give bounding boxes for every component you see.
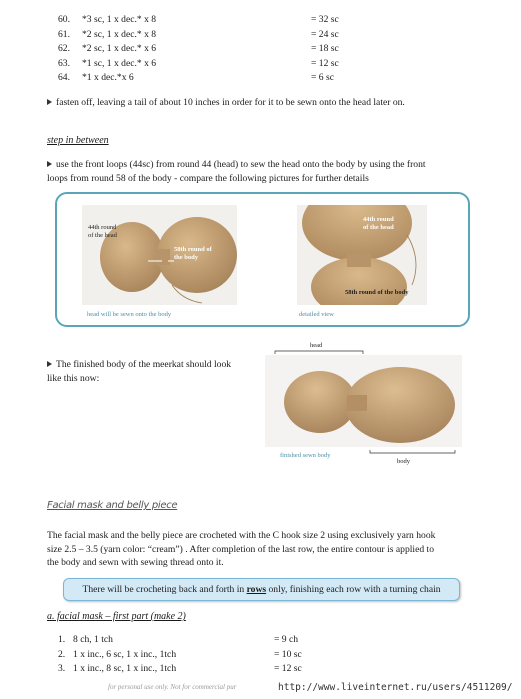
notice-box: There will be crocheting back and forth in rows only, finishing each row with a turning chain [63,578,460,601]
photo-detailed-view [297,205,427,305]
section-title: Facial mask and belly piece [47,500,178,511]
intro-paragraph: The facial mask and the belly piece are crocheted with the C hook size 2 using exclusively yarn hook size 2.5 – 3.5 (yarn color: “cream”) . After completion of the last row, the entire contour is applied to the body and sewn with sewing thread onto it. [47,530,436,568]
photo-head-and-body [82,205,237,305]
photo-caption: detailed view [299,311,334,318]
head-piece [302,205,412,261]
triangle-bullet-icon [47,99,52,105]
sub-heading: a. facial mask – first part (make 2) [47,611,186,622]
photo-frame [55,192,470,327]
step-instruction: use the front loops (44sc) from round 44 (head) to sew the head onto the body by using the front loops from round 58 of the body - compare the following pictures for further details [47,159,426,184]
photo-caption: finished sewn body [280,452,331,459]
crochet-pieces-image [82,205,237,305]
label-58th-round: 58th round of the body [174,246,212,261]
label-44th-round: 44th round of the head [88,224,117,239]
triangle-bullet-icon [47,361,52,367]
watermark-link[interactable]: http://www.liveinternet.ru/users/4511209/ [278,682,513,693]
triangle-bullet-icon [47,161,52,167]
step-heading: step in between [47,135,109,146]
fasten-off-instruction: fasten off, leaving a tail of about 10 inches in order for it to be sewn onto the head later on. [47,96,405,110]
body-bracket [370,450,455,453]
photo-finished-body [265,342,475,477]
label-head: head [310,342,323,349]
label-body: body [397,458,410,465]
label-44th-round: 44th round of the head [363,216,394,231]
finished-body-text: The finished body of the meerkat should look like this now: [47,359,232,384]
finished-body-image [265,355,462,447]
head-bracket [275,351,363,354]
label-58th-round: 58th round of the body [345,289,409,296]
photo-caption: head will be sewn onto the body [87,311,172,318]
footer-note: for personal use only. Not for commercial pur [108,683,237,691]
